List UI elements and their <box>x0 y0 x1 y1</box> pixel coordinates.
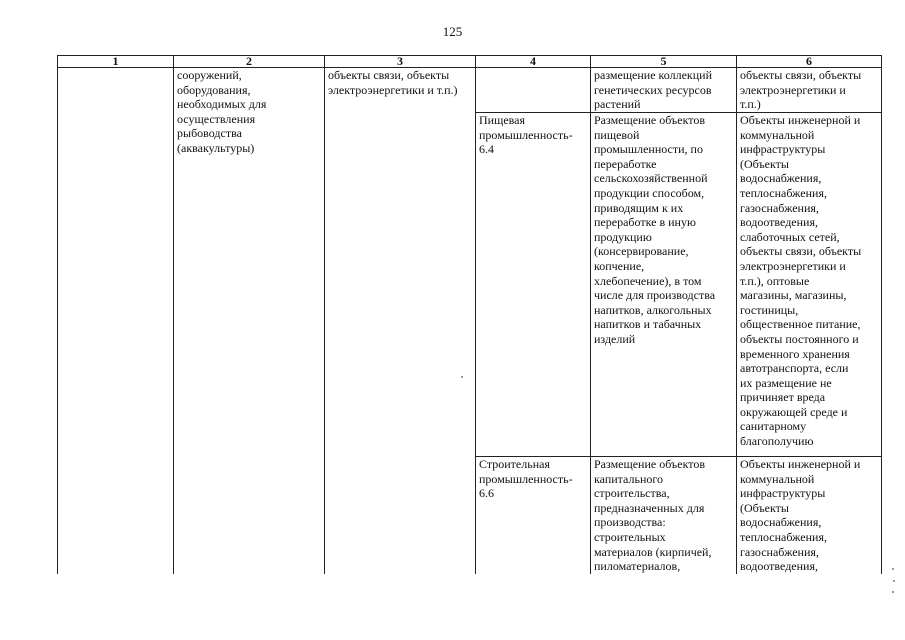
header-row <box>58 56 882 68</box>
cell-row1-col5 <box>591 68 737 113</box>
cell-col1 <box>58 68 174 574</box>
col-header-2: 2 <box>174 56 325 68</box>
col-header-4: 4 <box>476 56 591 68</box>
cell-text: размещение коллекций генетических ресурсов растений <box>594 68 713 112</box>
cell-text: Размещение объектов капитального строительства, предназначенных для производства: строительных материалов (кирпичей, пиломатериалов, <box>594 457 712 574</box>
cell-text: Объекты инженерной и коммунальной инфраструктуры (Объекты водоснабжения, теплоснабжения, газоснабжения, водоотведения, слаботочных сетей, объекты связи, объекты электроэнергетики и т.п.), оптовые магазины, магазины, гостиницы, общественное питание, объекты постоянного и временного хранения автотранспорта, если их размещение не причиняет вреда окружающей среде и санитарному благополучию <box>740 113 862 449</box>
col-header-6: 6 <box>737 56 882 68</box>
cell-col2 <box>174 68 325 574</box>
cell-row2-col6 <box>737 113 882 457</box>
cell-row2-col4 <box>476 113 591 457</box>
cell-col3-text: объекты связи, объекты электроэнергетики и т.п.) <box>328 68 458 97</box>
col-header-3: 3 <box>325 56 476 68</box>
scan-speck <box>892 568 894 570</box>
cell-row1-col6 <box>737 68 882 113</box>
scan-speck <box>893 580 895 582</box>
land-use-table <box>57 55 882 574</box>
cell-col2-text: сооружений, оборудования, необходимых для осуществления рыбоводства (аквакультуры) <box>177 68 267 155</box>
cell-text: Объекты инженерной и коммунальной инфраструктуры (Объекты водоснабжения, теплоснабжения, газоснабжения, водоотведения, <box>740 457 861 574</box>
cell-col3 <box>325 68 476 574</box>
cell-text: Пищевая промышленность- 6.4 <box>479 113 573 157</box>
cell-text: Размещение объектов пищевой промышленности, по переработке сельскохозяйственной продукции способом, приводящим к их переработке в иную продукцию (консервирование, копчение, хлебопечение), в том числе для производства напитков, алкогольных напитков и табачных изделий <box>594 113 716 346</box>
cell-text: объекты связи, объекты электроэнергетики и т.п.) <box>740 68 862 112</box>
cell-row2-col5 <box>591 113 737 457</box>
page-number: 125 <box>442 24 463 39</box>
cell-row3-col5 <box>591 457 737 574</box>
col-header-1: 1 <box>58 56 174 68</box>
cell-row3-col6 <box>737 457 882 574</box>
scan-speck <box>892 591 894 593</box>
cell-row3-col4 <box>476 457 591 574</box>
col-header-5: 5 <box>591 56 737 68</box>
scan-speck <box>461 376 463 378</box>
table-row <box>58 68 882 113</box>
cell-row1-col4 <box>476 68 591 113</box>
cell-text: Строительная промышленность- 6.6 <box>479 457 573 501</box>
